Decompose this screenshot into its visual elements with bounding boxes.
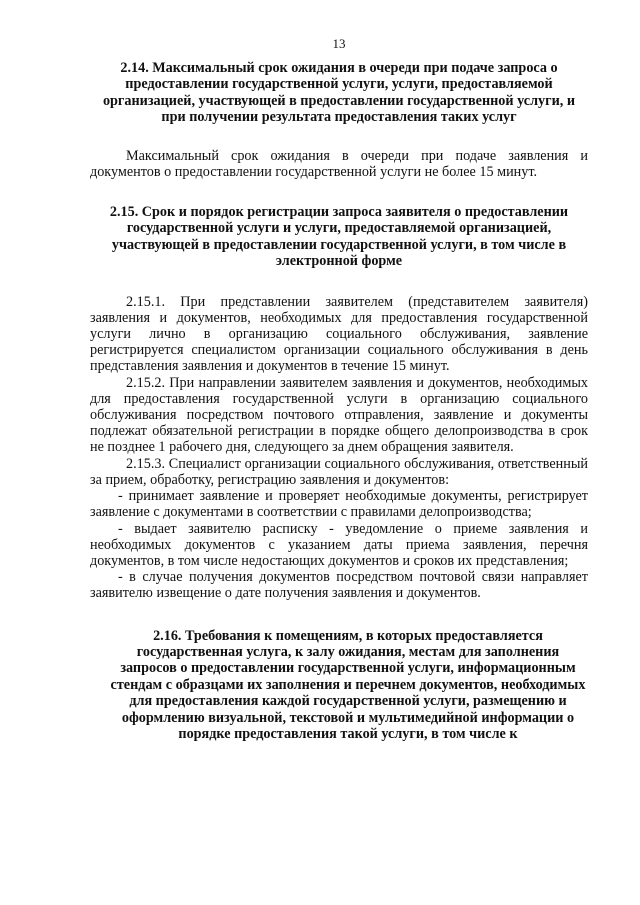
section-2-14-paragraph: Максимальный срок ожидания в очереди при подаче заявления и документов о предоставлении государственной услуги не более 15 минут. xyxy=(90,147,588,180)
section-2-15-1-paragraph: 2.15.1. При представлении заявителем (представителем заявителя) заявления и документов, необходимых для предоставления государственной услуги лично в организацию социального обслуживания, заявление регистрируется специалистом организации социального обслуживания в день представления заявления и документов в течение 15 минут. xyxy=(90,293,588,375)
section-2-15-3-paragraph: 2.15.3. Специалист организации социального обслуживания, ответственный за прием, обработку, регистрацию заявления и документов: xyxy=(90,455,588,488)
page-number: 13 xyxy=(332,36,346,51)
section-2-14-heading: 2.14. Максимальный срок ожидания в очереди при подаче запроса о предоставлении государственной услуги, услуги, предоставляемой организацией, участвующей в предоставлении государственной услуги, и при получении результата предоставления таких услуг xyxy=(102,60,576,126)
list-item: - выдает заявителю расписку - уведомление о приеме заявления и необходимых документов с указанием даты приема заявления, перечня документов, в том числе недостающих документов и сроков их представления; xyxy=(90,520,588,569)
list-item: - принимает заявление и проверяет необходимые документы, регистрирует заявление с документами в соответствии с правилами делопроизводства; xyxy=(90,488,588,521)
section-2-15-2-paragraph: 2.15.2. При направлении заявителем заявления и документов, необходимых для предоставления государственной услуги в организацию социального обслуживания посредством почтового отправления, заявление и документы подлежат обязательной регистрации в порядке общего делопроизводства в срок не позднее 1 рабочего дня, следующего за днем обращения заявителя. xyxy=(90,374,588,456)
list-item: - в случае получения документов посредством почтовой связи направляет заявителю извещение о дате получения заявления и документов. xyxy=(90,569,588,602)
section-2-15-heading: 2.15. Срок и порядок регистрации запроса заявителя о предоставлении государственной услуги и услуги, предоставляемой организацией, участвующей в предоставлении государственной услуги, в том числе в электронной форме xyxy=(109,204,569,270)
section-2-16-heading: 2.16. Требования к помещениям, в которых предоставляется государственная услуга, к залу ожидания, местам для заполнения запросов о предоставлении государственной услуги, информационным стендам с образцами их заполнения и перечнем документов, необходимых для предоставления каждой государственной услуги, размещению и оформлению визуальной, текстовой и мультимедийной информации о порядке предоставления такой услуги, в том числе к xyxy=(110,627,586,742)
